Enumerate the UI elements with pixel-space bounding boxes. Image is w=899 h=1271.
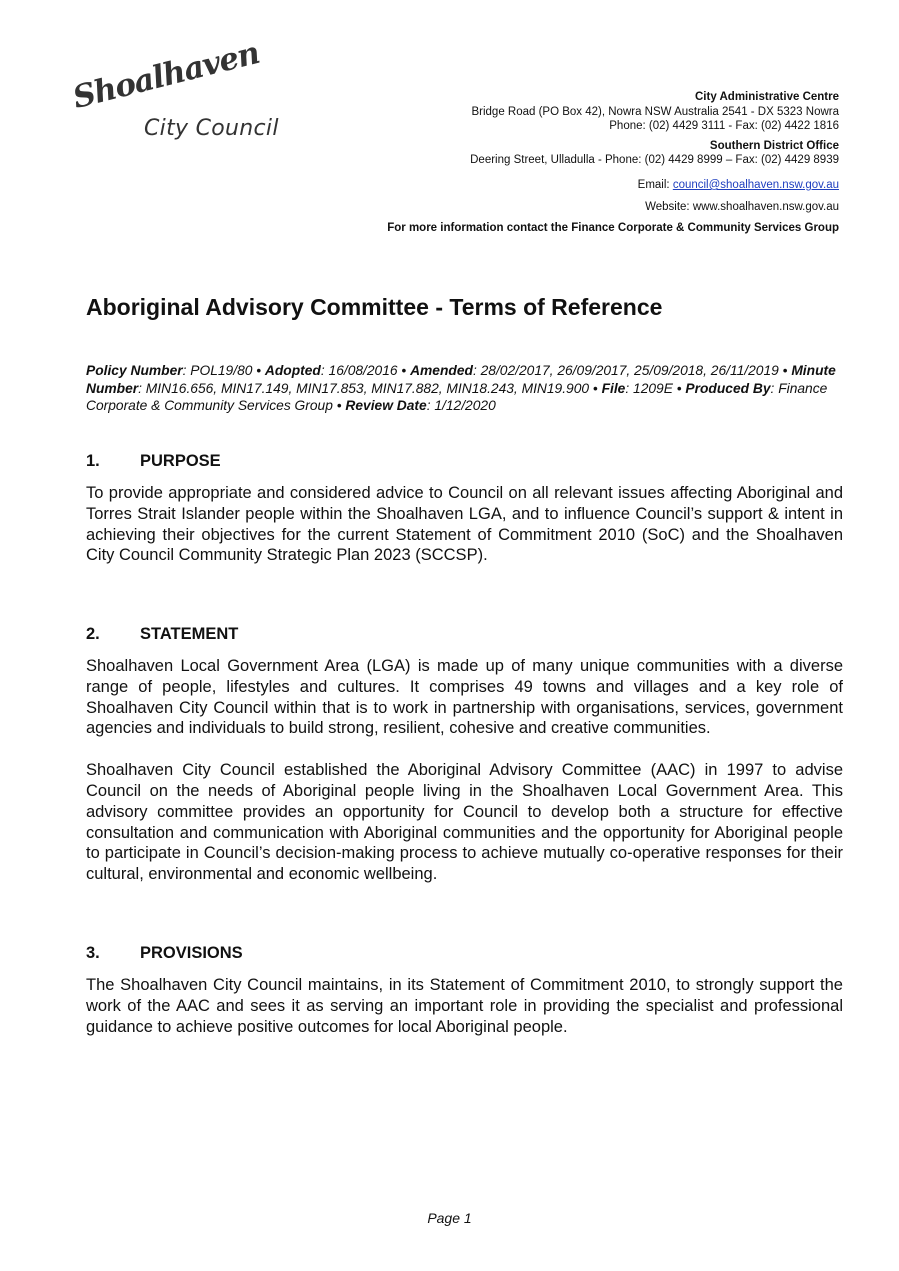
website-line: Website: www.shoalhaven.nsw.gov.au — [645, 200, 839, 213]
minute-number-value: : MIN16.656, MIN17.149, MIN17.853, MIN17.882, MIN18.243, MIN19.900 • — [138, 380, 602, 396]
council-logo — [69, 35, 298, 160]
review-date-value: : 1/12/2020 — [426, 398, 496, 413]
page-number: Page 1 — [427, 1210, 472, 1226]
file-value: : 1209E • — [625, 380, 686, 396]
policy-number-value: : POL19/80 • — [182, 363, 265, 378]
section-provisions — [86, 944, 843, 1037]
contact-block — [387, 90, 839, 236]
section-number: 2. — [86, 625, 100, 643]
adopted-label: Adopted — [264, 363, 321, 378]
paragraph: Shoalhaven City Council established the Aboriginal Advisory Committee (AAC) in 1997 to advise Council on the needs of Aboriginal people living in the Shoalhaven Local Government Area. This advisory committee provides an opportunity for Council to develop both a structure for effective consultation and communication with Aboriginal communities and the opportunity for Aboriginal people to participate in Council’s decision-making process to achieve mutually co-operative responses for their cultural, environmental and economic wellbeing. — [86, 761, 843, 884]
section-purpose — [86, 452, 843, 566]
office2-address: Deering Street, Ulladulla - Phone: (02) 4429 8999 – Fax: (02) 4429 8939 — [470, 154, 839, 167]
section-title: STATEMENT — [140, 625, 239, 643]
section-heading — [86, 625, 843, 647]
produced-by-label: Produced By — [685, 380, 771, 396]
section-number: 1. — [86, 452, 100, 470]
amended-label: Amended — [410, 363, 473, 378]
email-link[interactable]: council@shoalhaven.nsw.gov.au — [672, 178, 839, 191]
document-title: Aboriginal Advisory Committee - Terms of Reference — [86, 294, 663, 320]
email-line — [387, 178, 839, 193]
policy-number-label: Policy Number — [86, 363, 183, 378]
office1-address: Bridge Road (PO Box 42), Nowra NSW Australia 2541 - DX 5323 Nowra — [471, 105, 839, 118]
section-statement — [86, 625, 843, 885]
file-label: File — [601, 380, 626, 396]
paragraph: Shoalhaven Local Government Area (LGA) is made up of many unique communities with a diverse range of people, lifestyles and cultures. It comprises 49 towns and villages and a key role of Shoalhaven City Council within that is to work in partnership with organisations, services, government agencies and individuals to build strong, resilient, cohesive and creative communities. — [86, 657, 843, 738]
section-number: 3. — [86, 944, 100, 962]
section-heading — [86, 452, 843, 474]
adopted-value: : 16/08/2016 • — [320, 363, 411, 378]
office1-name: City Administrative Centre — [695, 91, 839, 103]
paragraph: The Shoalhaven City Council maintains, in its Statement of Commitment 2010, to strongly support the work of the AAC and sees it as serving an important role in providing the specialist and professional guidance to achieve positive outcomes for local Aboriginal people. — [86, 976, 843, 1036]
policy-metadata — [86, 362, 846, 415]
review-date-label: Review Date — [345, 398, 427, 413]
minute-number-label: Minute Number — [86, 363, 836, 396]
section-heading — [86, 944, 843, 966]
office2-name: Southern District Office — [709, 139, 839, 152]
amended-value: : 28/02/2017, 26/09/2017, 25/09/2018, 26/11/2019 • — [472, 363, 792, 378]
section-title: PURPOSE — [140, 452, 221, 470]
paragraph: To provide appropriate and considered advice to Council on all relevant issues affecting Aboriginal and Torres Strait Islander people within the Shoalhaven LGA, and to influence Council’s support & intent in achieving their objectives for the current Statement of Commitment 2010 (SoC) and the Shoalhaven City Council Community Strategic Plan 2023 (SCCSP). — [86, 484, 843, 565]
more-info-line: For more information contact the Finance Corporate & Community Services Group — [387, 222, 839, 235]
section-title: PROVISIONS — [140, 944, 243, 962]
office1-phone: Phone: (02) 4429 3111 - Fax: (02) 4422 1816 — [609, 120, 839, 133]
email-label: Email: — [637, 178, 673, 191]
produced-by-value: : Finance Corporate & Community Services Group • — [86, 380, 828, 413]
logo-subtitle: City Council — [144, 116, 279, 141]
logo-script-text: Shoalhaven — [69, 35, 263, 116]
